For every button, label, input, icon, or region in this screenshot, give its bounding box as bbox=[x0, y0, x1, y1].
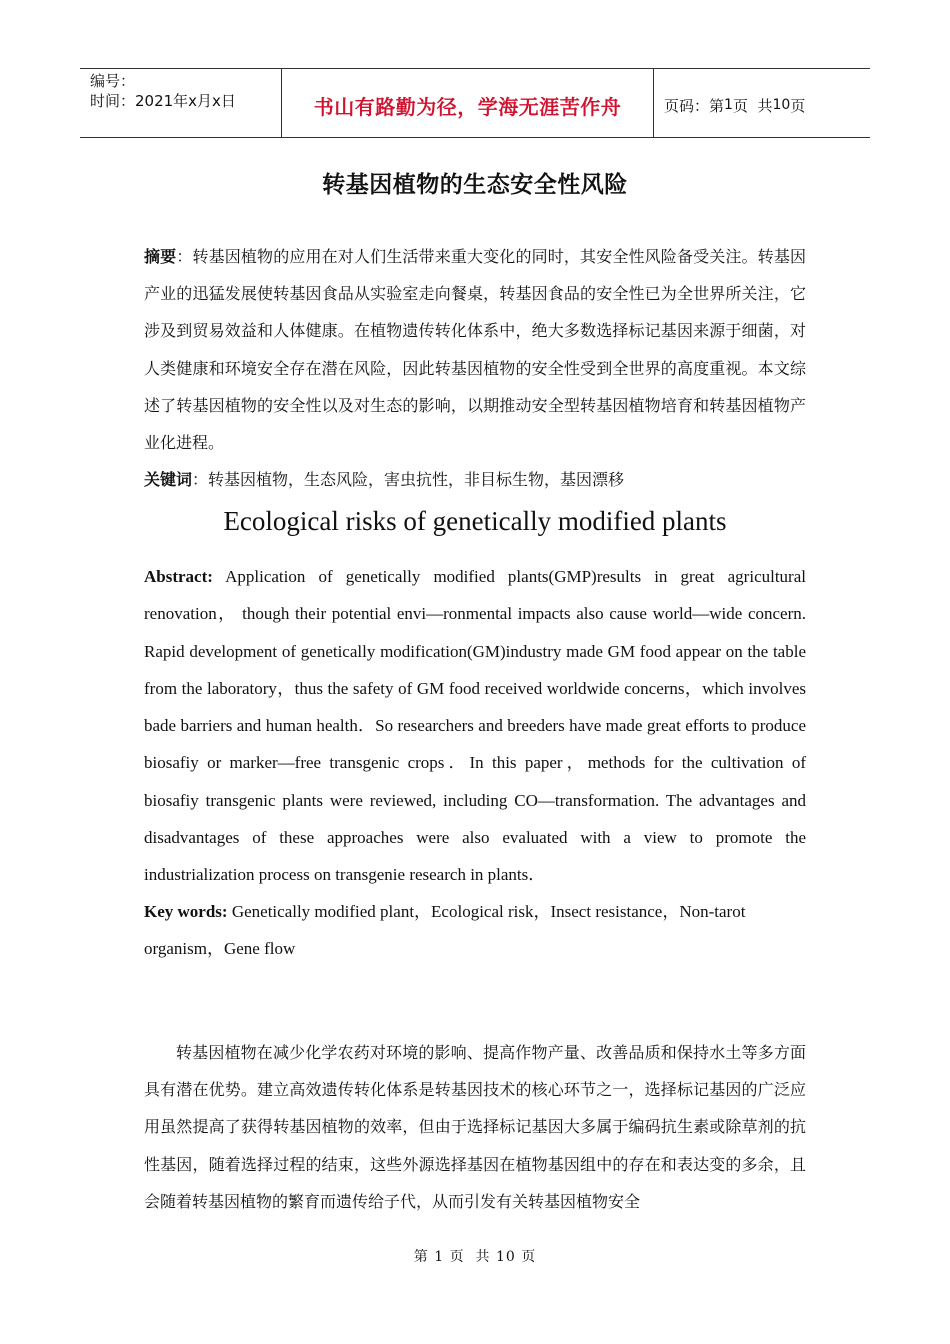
footer-mid: 页 共 bbox=[449, 1249, 491, 1265]
abstract-cn-label: 摘要 bbox=[144, 247, 177, 266]
page-suffix: 页 bbox=[790, 96, 806, 115]
footer-current: 1 bbox=[434, 1249, 445, 1265]
abstract-cn-text: ：转基因植物的应用在对人们生活带来重大变化的同时，其安全性风险备受关注。转基因产业的迅猛发展使转基因食品从实验室走向餐桌，转基因食品的安全性已为全世界所关注，它涉及到贸易效益和人体健康。在植物遗传转化体系中，绝大多数选择标记基因来源于细菌，对人类健康和环境安全存在潜在风险，因此转基因植物的安全性受到全世界的高度重视。本文综述了转基因植物的安全性以及对生态的影响，以期推动安全型转基因植物培育和转基因植物产业化进程。 bbox=[144, 247, 806, 453]
keywords-en-label: Key words: bbox=[144, 902, 228, 921]
page-total: 10 bbox=[772, 97, 791, 113]
title-english: Ecological risks of genetically modified plants bbox=[223, 506, 727, 536]
document-date: 时间：2021年x月x日 bbox=[90, 92, 236, 110]
keywords-chinese bbox=[144, 467, 806, 490]
document-code-label: 编号： bbox=[90, 72, 136, 90]
page-header bbox=[80, 68, 870, 138]
header-motto: 书山有路勤为径，学海无涯苦作舟 bbox=[313, 94, 622, 119]
page-footer bbox=[0, 1246, 950, 1266]
page-mid: 页 共 bbox=[732, 96, 773, 115]
footer-suffix: 页 bbox=[521, 1249, 537, 1265]
abstract-en-label: Abstract: bbox=[144, 567, 213, 586]
keywords-cn-text: ：转基因植物，生态风险，害虫抗性，非目标生物，基因漂移 bbox=[192, 470, 625, 489]
abstract-en-text: Application of genetically modified plants(GMP)results in great agricultural renovation， though their potential envi—ronmental impacts also cause world—wide concern. Rapid development of genetically modification(GM)industry made GM food appear on the table from the laboratory，thus the safety of GM food received worldwide concerns，which involves bade barriers and human health．So researchers and breeders have made great efforts to produce biosafiy or marker—free transgenic crops．In this paper，methods for the cultivation of biosafiy transgenic plants were reviewed, including CO—transformation. The advantages and disadvantages of these approaches were also evaluated with a view to promote the industrialization process on transgenie research in plants． bbox=[144, 567, 806, 885]
header-motto-cell bbox=[281, 69, 654, 137]
header-meta bbox=[80, 69, 281, 137]
footer-prefix: 第 bbox=[413, 1249, 429, 1265]
page-current: 1 bbox=[724, 97, 733, 113]
footer-total: 10 bbox=[495, 1249, 516, 1265]
body-paragraph: 转基因植物在减少化学农药对环境的影响、提高作物产量、改善品质和保持水土等多方面具有潜在优势。建立高效遗传转化体系是转基因技术的核心环节之一，选择标记基因的广泛应用虽然提高了获得转基因植物的效率，但由于选择标记基因大多属于编码抗生素或除草剂的抗性基因，随着选择过程的结束，这些外源选择基因在植物基因组中的存在和表达变的多余，且会随着转基因植物的繁育而遗传给子代，从而引发有关转基因植物安全 bbox=[144, 1043, 806, 1211]
keywords-cn-label: 关键词 bbox=[144, 470, 193, 489]
abstract-chinese bbox=[144, 238, 806, 461]
page-prefix: 页码：第 bbox=[664, 96, 725, 115]
keywords-en-text: Genetically modified plant，Ecological risk，Insect resistance，Non-tarot organism，Gene flow bbox=[144, 902, 746, 959]
title-chinese: 转基因植物的生态安全性风险 bbox=[322, 171, 628, 198]
header-page-number bbox=[654, 69, 870, 137]
keywords-english bbox=[144, 893, 764, 968]
abstract-english bbox=[144, 558, 806, 894]
